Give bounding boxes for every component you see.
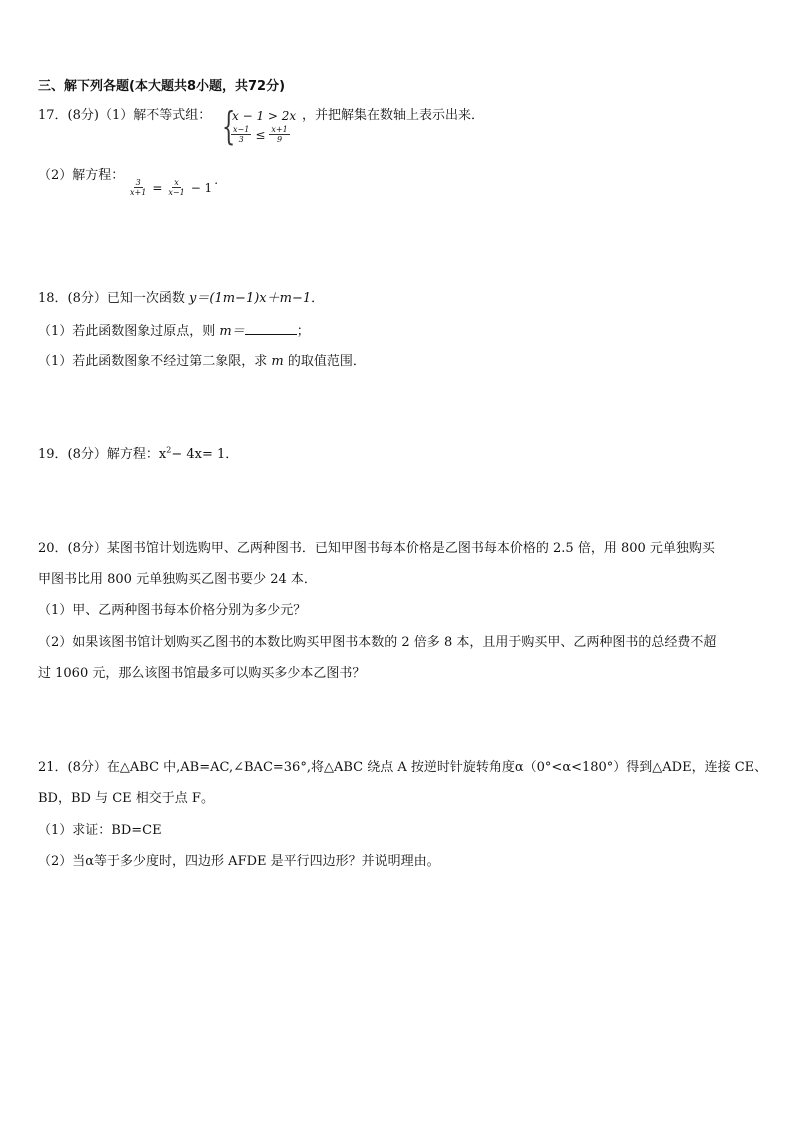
inequality-system: [222, 104, 302, 149]
q18-line2: [38, 322, 310, 340]
q19-prefix: 19．(8分）解方程：x: [38, 447, 167, 462]
q20-line3: （1）甲、乙两种图书每本价格分别为多少元？: [38, 603, 307, 618]
q18-part1-prefix: （1）若此函数图象过原点，则: [38, 324, 220, 339]
section-heading: 三、解下列各题(本大题共8小题，共72分): [38, 79, 286, 94]
q18-part1-end: ；: [296, 324, 310, 339]
q20-line1: 20．(8分）某图书馆计划选购甲、乙两种图书．已知甲图书每本价格是乙图书每本价格的 2.5 倍，用 800 元单独购买: [38, 541, 715, 556]
q18-line1: [38, 291, 324, 307]
q20-line2: 甲图书比用 800 元单独购买乙图书要少 24 本．: [38, 572, 317, 587]
q21-line3: （1）求证：BD=CE: [38, 823, 162, 838]
fraction: [231, 125, 251, 144]
numerator: x+1: [271, 125, 288, 134]
operator: ≤: [255, 127, 266, 142]
q17-part2-label: （2）解方程：: [38, 168, 125, 183]
q18-prefix: 18．(8分）已知一次函数: [38, 291, 190, 306]
numerator: x: [174, 178, 179, 187]
brace-icon: {: [222, 104, 236, 148]
denominator: 9: [276, 135, 283, 144]
equation-end: .: [214, 172, 219, 187]
q20-line5: 过 1060 元，那么该图书馆最多可以购买多少本乙图书？: [38, 666, 366, 681]
q18-part2-end: 的取值范围．: [283, 354, 366, 369]
q21-line4: （2）当α等于多少度时，四边形 AFDE 是平行四边形？并说明理由。: [38, 854, 440, 869]
q18-part2-prefix: （1）若此函数图象不经过第二象限，求: [38, 354, 272, 369]
q18-function: y＝(1m−1)x＋m−1: [189, 291, 312, 306]
denominator: x−1: [168, 188, 185, 197]
q21-line2: BD，BD 与 CE 相交于点 F。: [38, 791, 214, 806]
fraction: [166, 178, 186, 197]
equation-q17-2: [127, 172, 219, 197]
equation-tail: − 1: [190, 180, 213, 195]
answer-blank[interactable]: [245, 322, 297, 335]
q19-exponent: 2: [166, 445, 172, 455]
q18-end: ．: [311, 291, 325, 306]
numerator: 3: [135, 178, 141, 187]
fraction: [269, 125, 289, 144]
q20-line4: （2）如果该图书馆计划购买乙图书的本数比购买甲图书本数的 2 倍多 8 本，且用于购买甲、乙两种图书的总经费不超: [38, 635, 717, 650]
q19-line: [38, 447, 238, 463]
fraction: [128, 178, 148, 197]
q21-line1: 21．(8分）在△ABC 中,AB=AC,∠BAC=36°,将△ABC 绕点 A 按逆时针旋转角度α（0°<α<180°）得到△ADE，连接 CE、: [38, 760, 768, 775]
denominator: x+1: [130, 188, 147, 197]
q17-intro: 17．(8分)（1）解不等式组：: [38, 108, 212, 123]
numerator: x−1: [233, 125, 250, 134]
q18-line3: [38, 354, 366, 370]
q19-suffix: − 4x= 1．: [171, 447, 239, 462]
inequality-1: x − 1 > 2x: [232, 109, 297, 123]
q17-after: ，并把解集在数轴上表示出来．: [302, 108, 485, 123]
operator: =: [152, 180, 163, 195]
q18-part2-var: m: [271, 354, 284, 369]
denominator: 3: [238, 135, 244, 144]
inequality-2: [230, 125, 291, 144]
q18-part1-var: m＝: [219, 324, 245, 339]
